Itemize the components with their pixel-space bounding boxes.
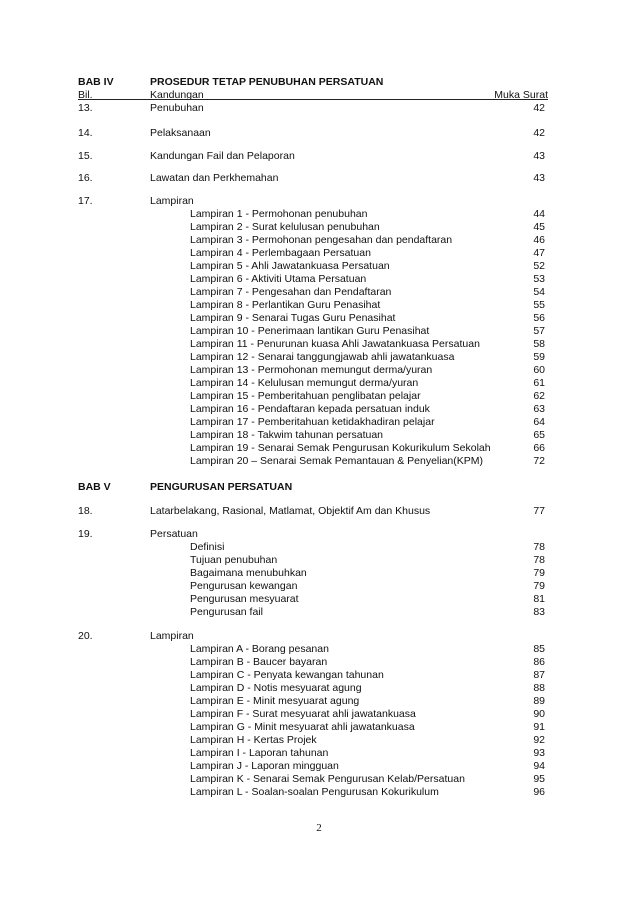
lampiran-page: 90 [533,708,545,720]
lampiran-item [0,721,638,735]
lampiran-page: 56 [533,312,545,324]
lampiran-item [0,208,638,222]
col-bil: Bil. [78,89,93,101]
lampiran-item [0,260,638,274]
persatuan-item [0,580,638,594]
lampiran-item [0,234,638,248]
lampiran-item [0,221,638,235]
entry-page: 77 [533,505,545,517]
persatuan-page: 81 [533,593,545,605]
col-kandungan: Kandungan [150,89,204,101]
chapter-v-heading [0,481,638,495]
lampiran-page: 64 [533,416,545,428]
lampiran-text: Lampiran 2 - Surat kelulusan penubuhan [190,221,380,233]
lampiran-item [0,643,638,657]
lampiran-item [0,455,638,469]
lampiran-item [0,760,638,774]
lampiran-text: Lampiran A - Borang pesanan [190,643,329,655]
persatuan-text: Tujuan penubuhan [190,554,278,566]
page-number: 2 [316,822,322,834]
entry-page: 43 [533,172,545,184]
toc-entry [0,630,638,644]
chapter-iv-title: PROSEDUR TETAP PENUBUHAN PERSATUAN [150,76,384,88]
lampiran-page: 55 [533,299,545,311]
entry-text: Lampiran [150,195,194,207]
toc-entry [0,195,638,209]
lampiran-text: Lampiran B - Baucer bayaran [190,656,328,668]
lampiran-page: 53 [533,273,545,285]
persatuan-page: 79 [533,580,545,592]
entry-text: Kandungan Fail dan Pelaporan [150,150,295,162]
entry-number: 16. [78,172,93,184]
toc-entry [0,505,638,519]
lampiran-text: Lampiran 11 - Penurunan kuasa Ahli Jawatankuasa Persatuan [190,338,480,350]
lampiran-page: 46 [533,234,545,246]
toc-entry [0,127,638,141]
lampiran-page: 54 [533,286,545,298]
lampiran-item [0,377,638,391]
lampiran-text: Lampiran 5 - Ahli Jawatankuasa Persatuan [190,260,390,272]
lampiran-text: Lampiran D - Notis mesyuarat agung [190,682,362,694]
lampiran-text: Lampiran 17 - Pemberitahuan ketidakhadiran pelajar [190,416,435,428]
lampiran-item [0,773,638,787]
lampiran-page: 92 [533,734,545,746]
lampiran-text: Lampiran 8 - Perlantikan Guru Penasihat [190,299,381,311]
entry-text: Persatuan [150,528,198,540]
lampiran-page: 57 [533,325,545,337]
lampiran-page: 58 [533,338,545,350]
lampiran-item [0,669,638,683]
entry-number: 18. [78,505,93,517]
lampiran-item [0,403,638,417]
col-muka-surat: Muka Surat [494,89,548,101]
entry-number: 15. [78,150,93,162]
lampiran-item [0,656,638,670]
persatuan-text: Definisi [190,541,225,553]
toc-entry [0,172,638,186]
lampiran-page: 65 [533,429,545,441]
lampiran-item [0,247,638,261]
persatuan-page: 78 [533,541,545,553]
lampiran-text: Lampiran E - Minit mesyuarat agung [190,695,360,707]
lampiran-text: Lampiran 18 - Takwim tahunan persatuan [190,429,384,441]
entry-number: 14. [78,127,93,139]
lampiran-text: Lampiran 3 - Permohonan pengesahan dan pendaftaran [190,234,453,246]
lampiran-page: 93 [533,747,545,759]
lampiran-item [0,312,638,326]
lampiran-item [0,734,638,748]
toc-entry [0,102,638,116]
entry-text: Lampiran [150,630,194,642]
toc-entry [0,528,638,542]
header-divider [78,99,548,100]
lampiran-page: 72 [533,455,545,467]
entry-page: 42 [533,102,545,114]
lampiran-text: Lampiran 13 - Permohonan memungut derma/yuran [190,364,433,376]
lampiran-text: Lampiran H - Kertas Projek [190,734,317,746]
lampiran-page: 45 [533,221,545,233]
lampiran-page: 88 [533,682,545,694]
persatuan-item [0,593,638,607]
chapter-v-label: BAB V [78,481,111,493]
lampiran-item [0,682,638,696]
chapter-iv-label: BAB IV [78,76,114,88]
persatuan-page: 83 [533,606,545,618]
toc-entry [0,150,638,164]
lampiran-item [0,429,638,443]
lampiran-page: 96 [533,786,545,798]
lampiran-text: Lampiran 19 - Senarai Semak Pengurusan Kokurikulum Sekolah [190,442,491,454]
lampiran-item [0,338,638,352]
chapter-iv-heading [0,76,638,90]
persatuan-text: Pengurusan kewangan [190,580,298,592]
lampiran-text: Lampiran L - Soalan-soalan Pengurusan Kokurikulum [190,786,439,798]
persatuan-item [0,541,638,555]
lampiran-page: 47 [533,247,545,259]
lampiran-text: Lampiran 16 - Pendaftaran kepada persatuan induk [190,403,430,415]
lampiran-item [0,351,638,365]
lampiran-page: 95 [533,773,545,785]
lampiran-text: Lampiran J - Laporan mingguan [190,760,339,772]
lampiran-page: 52 [533,260,545,272]
lampiran-text: Lampiran 10 - Penerimaan lantikan Guru Penasihat [190,325,430,337]
lampiran-page: 85 [533,643,545,655]
lampiran-text: Lampiran F - Surat mesyuarat ahli jawatankuasa [190,708,416,720]
persatuan-item [0,567,638,581]
entry-number: 20. [78,630,93,642]
lampiran-text: Lampiran 6 - Aktiviti Utama Persatuan [190,273,367,285]
lampiran-page: 59 [533,351,545,363]
entry-number: 17. [78,195,93,207]
entry-text: Latarbelakang, Rasional, Matlamat, Objektif Am dan Khusus [150,505,431,517]
lampiran-page: 66 [533,442,545,454]
persatuan-text: Pengurusan mesyuarat [190,593,299,605]
lampiran-page: 87 [533,669,545,681]
lampiran-text: Lampiran 15 - Pemberitahuan penglibatan pelajar [190,390,421,402]
lampiran-page: 63 [533,403,545,415]
lampiran-page: 60 [533,364,545,376]
lampiran-text: Lampiran 14 - Kelulusan memungut derma/yuran [190,377,419,389]
entry-page: 43 [533,150,545,162]
persatuan-item [0,606,638,620]
persatuan-page: 79 [533,567,545,579]
lampiran-page: 91 [533,721,545,733]
lampiran-item [0,416,638,430]
entry-number: 19. [78,528,93,540]
entry-page: 42 [533,127,545,139]
lampiran-item [0,286,638,300]
persatuan-page: 78 [533,554,545,566]
lampiran-text: Lampiran 12 - Senarai tanggungjawab ahli jawatankuasa [190,351,455,363]
persatuan-item [0,554,638,568]
lampiran-text: Lampiran 20 – Senarai Semak Pemantauan & Penyelian(KPM) [190,455,483,467]
lampiran-text: Lampiran 9 - Senarai Tugas Guru Penasihat [190,312,396,324]
chapter-v-title: PENGURUSAN PERSATUAN [150,481,293,493]
lampiran-text: Lampiran 4 - Perlembagaan Persatuan [190,247,371,259]
entry-text: Pelaksanaan [150,127,211,139]
lampiran-text: Lampiran I - Laporan tahunan [190,747,329,759]
lampiran-page: 86 [533,656,545,668]
lampiran-page: 89 [533,695,545,707]
lampiran-page: 62 [533,390,545,402]
entry-number: 13. [78,102,93,114]
lampiran-text: Lampiran K - Senarai Semak Pengurusan Kelab/Persatuan [190,773,465,785]
lampiran-item [0,299,638,313]
column-headers [0,89,638,103]
lampiran-item [0,325,638,339]
lampiran-text: Lampiran C - Penyata kewangan tahunan [190,669,384,681]
lampiran-text: Lampiran G - Minit mesyuarat ahli jawatankuasa [190,721,415,733]
lampiran-item [0,390,638,404]
lampiran-item [0,747,638,761]
lampiran-page: 61 [533,377,545,389]
lampiran-page: 94 [533,760,545,772]
entry-text: Penubuhan [150,102,204,114]
lampiran-item [0,786,638,800]
lampiran-item [0,695,638,709]
persatuan-text: Bagaimana menubuhkan [190,567,307,579]
lampiran-text: Lampiran 1 - Permohonan penubuhan [190,208,368,220]
lampiran-page: 44 [533,208,545,220]
lampiran-item [0,364,638,378]
lampiran-item [0,442,638,456]
lampiran-item [0,273,638,287]
entry-text: Lawatan dan Perkhemahan [150,172,279,184]
persatuan-text: Pengurusan fail [190,606,263,618]
lampiran-item [0,708,638,722]
lampiran-text: Lampiran 7 - Pengesahan dan Pendaftaran [190,286,392,298]
